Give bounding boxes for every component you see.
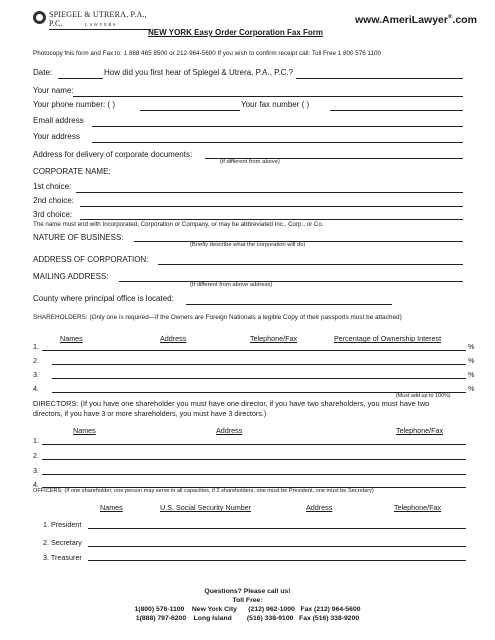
how-hear-field[interactable] [296, 78, 463, 79]
fax-label: Your fax number ( ) [241, 100, 310, 109]
officers-intro: OFFICERS: (If one shareholder, one person may serve in all capacities, if 2 shareholders, one must be President, one must be Secretary) [33, 488, 374, 494]
sh-row-3: 3. [33, 370, 39, 379]
phone-label: Your phone number: ( ) [33, 100, 115, 109]
footer-contact-line-2: 1(888) 797-6200 Long Island (516) 338-9100 Fax (516) 338-9200 [135, 615, 360, 622]
sh-row-2: 2. [33, 356, 39, 365]
off-row-president: 1. President [43, 520, 82, 529]
firm-subtitle: LAWYERS [85, 22, 117, 27]
sh-col-telephone: Telephone/Fax [250, 334, 298, 343]
sh-row-2-field[interactable] [52, 364, 466, 365]
off-row-treasurer: 3. Treasurer [43, 553, 82, 562]
phone-field[interactable] [140, 110, 240, 111]
off-row-secretary: 2. Secretary [43, 538, 82, 547]
corp-address-label: ADDRESS OF CORPORATION: [33, 255, 149, 264]
fax-field[interactable] [330, 110, 463, 111]
dir-col-address: Address [216, 426, 243, 435]
delivery-note: (if different from above) [220, 159, 280, 165]
email-label: Email address [33, 116, 84, 125]
address-field[interactable] [92, 142, 463, 143]
firm-logo [33, 10, 151, 38]
intro-text: Photocopy this form and Fax to: 1 888 465 8500 or 212-964-5600 If you wish to confirm receipt call: Toll Free 1 800 576 1100 [33, 50, 382, 57]
dir-row-1-field[interactable] [42, 444, 466, 445]
off-col-names: Names [100, 503, 123, 512]
off-president-field[interactable] [88, 528, 466, 529]
footer-contact-line-1: 1(800) 576-1100 New York City (212) 962-1000 Fax (212) 964-5600 [134, 606, 361, 613]
dir-row-3: 3. [33, 466, 39, 475]
directors-intro-2: directors, if you have 3 or more shareholders, you must have 3 directors.) [33, 409, 267, 418]
choice2-label: 2nd choice: [33, 196, 74, 205]
date-label: Date: [33, 68, 53, 77]
off-secretary-field[interactable] [88, 546, 466, 547]
how-hear-label: How did you first hear of Spiegel & Utrera, P.A., P.C.? [104, 68, 294, 77]
choice3-label: 3rd choice: [33, 210, 73, 219]
dir-row-2: 2. [33, 451, 39, 460]
choice1-field[interactable] [76, 192, 463, 193]
off-col-address: Address [306, 503, 333, 512]
sh-row-4-percent: % [468, 384, 475, 393]
footer-toll-free: Toll Free: [232, 597, 263, 604]
shareholders-intro: SHAREHOLDERS: (Only one is required—if the Owners are Foreign Nationals a legible Copy of their passports must be attached) [33, 314, 402, 321]
firm-name: SPIEGEL & UTRERA, P.A., P.C. [49, 10, 151, 30]
nature-note: (Briefly describe what the corporation will do) [190, 242, 306, 248]
county-label: County where principal office is located: [33, 294, 174, 303]
sh-col-percentage: Percentage of Ownership Interest [334, 334, 442, 343]
mailing-field[interactable] [119, 281, 463, 282]
sh-row-3-field[interactable] [52, 378, 466, 379]
sh-total-note: (Must add up to 100%) [396, 393, 451, 399]
dir-col-names: Names [73, 426, 96, 435]
website-link[interactable]: www.AmeriLawyer®.com [355, 14, 477, 26]
dir-row-4: 4. [33, 480, 39, 489]
off-treasurer-field[interactable] [88, 560, 466, 561]
delivery-label: Address for delivery of corporate documents: [33, 150, 193, 159]
dir-row-3-field[interactable] [42, 474, 466, 475]
dir-row-2-field[interactable] [42, 459, 466, 460]
sh-row-2-percent: % [468, 356, 475, 365]
sh-col-address: Address [160, 334, 187, 343]
choice1-label: 1st choice: [33, 182, 72, 191]
firm-seal-icon [33, 11, 46, 24]
footer-questions: Questions? Please call us! [204, 588, 291, 595]
corp-address-field[interactable] [158, 264, 463, 265]
mailing-label: MAILING ADDRESS: [33, 272, 109, 281]
choice3-field[interactable] [80, 219, 463, 220]
off-col-telephone: Telephone/Fax [394, 503, 442, 512]
dir-col-telephone: Telephone/Fax [396, 426, 444, 435]
sh-row-4: 4. [33, 384, 39, 393]
sh-row-1-field[interactable] [42, 350, 466, 351]
mailing-note: (If different from above address) [190, 282, 273, 288]
address-label: Your address [33, 132, 80, 141]
off-col-ssn: U.S. Social Security Number [160, 503, 252, 512]
name-rule-note: The name must end with Incorporated, Corporation or Company, or may be abbreviated Inc., Corp., or Co. [33, 221, 324, 228]
email-field[interactable] [92, 126, 463, 127]
corporate-name-label: CORPORATE NAME: [33, 167, 111, 176]
form-title: NEW YORK Easy Order Corporation Fax Form [148, 28, 323, 37]
your-name-label: Your name: [33, 86, 74, 95]
sh-row-1-percent: % [468, 342, 475, 351]
choice2-field[interactable] [80, 206, 463, 207]
sh-row-1: 1. [33, 342, 39, 351]
county-field[interactable] [186, 304, 392, 305]
nature-label: NATURE OF BUSINESS: [33, 233, 124, 242]
dir-row-1: 1. [33, 436, 39, 445]
sh-col-names: Names [60, 334, 83, 343]
your-name-field[interactable] [73, 96, 463, 97]
directors-intro-1: DIRECTORS: (If you have one shareholder you must have one director, if you have two shareholders, you must have two [33, 399, 430, 408]
sh-row-3-percent: % [468, 370, 475, 379]
date-field[interactable] [58, 78, 103, 79]
